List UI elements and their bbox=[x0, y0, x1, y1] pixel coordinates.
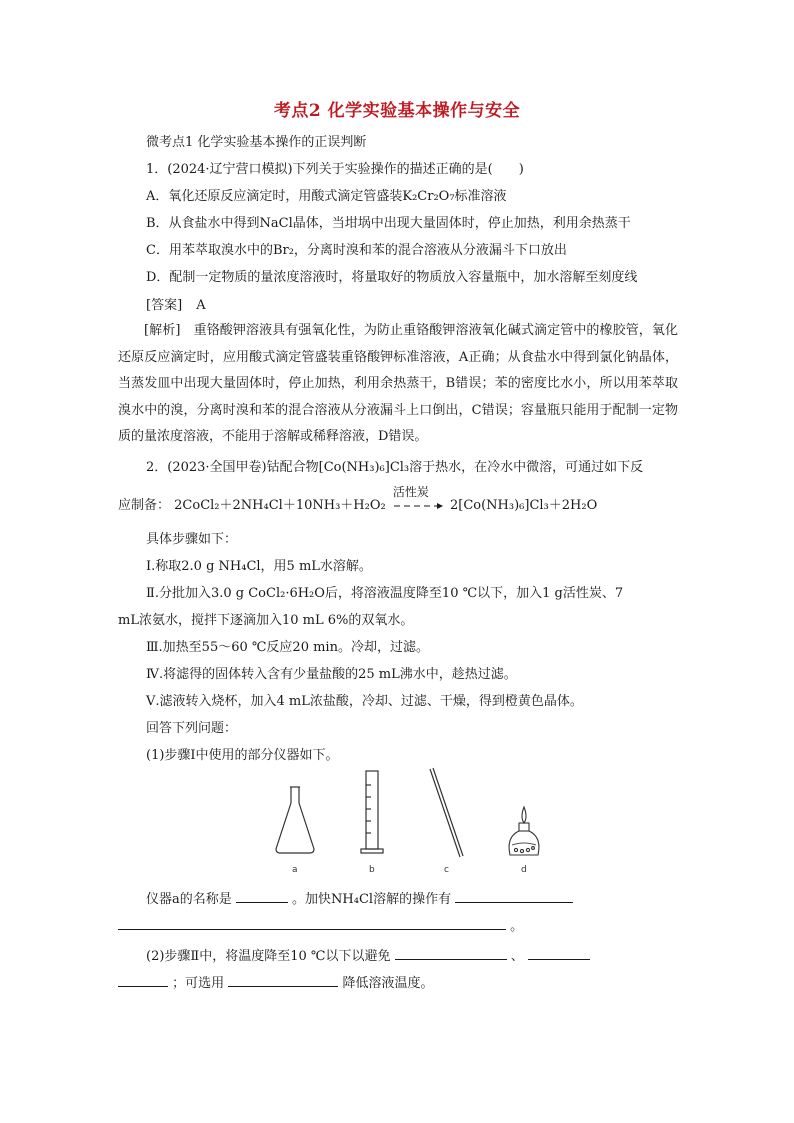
subtopic-heading: 微考点1 化学实验基本操作的正误判断 bbox=[146, 135, 367, 150]
catalyst-label: 活性炭 bbox=[392, 485, 429, 499]
answer-label: [答案] bbox=[146, 298, 183, 313]
q1-option-d: D．配制一定物质的量浓度溶液时，将量取好的物质放入容量瓶中，加水溶解至刻度线 bbox=[146, 270, 638, 285]
subquestion-1: (1)步骤Ⅰ中使用的部分仪器如下。 bbox=[146, 748, 339, 763]
figure-label-b: b bbox=[369, 865, 375, 875]
step-2-line1: Ⅱ.分批加入3.0 g CoCl₂·6H₂O后，将溶液温度降至10 ℃以下，加入1 g活性炭、7 bbox=[146, 586, 624, 601]
equation-products: 2[Co(NH₃)₆]Cl₃＋2H₂O bbox=[449, 498, 598, 513]
subquestion-2-cont bbox=[118, 972, 433, 994]
step-3: Ⅲ.加热至55～60 ℃反应20 min。冷却，过滤。 bbox=[146, 640, 429, 655]
section-title: 考点2 化学实验基本操作与安全 bbox=[273, 101, 521, 121]
step-1: Ⅰ.称取2.0 g NH₄Cl，用5 mL水溶解。 bbox=[146, 559, 372, 574]
subquestion-1-blanks bbox=[146, 888, 573, 910]
q1-option-b: B．从食盐水中得到NaCl晶体，当坩埚中出现大量固体时，停止加热，利用余热蒸干 bbox=[146, 216, 631, 231]
figure-label-d: d bbox=[521, 865, 527, 875]
step-5: Ⅴ.滤液转入烧杯，加入4 mL浓盐酸，冷却、过滤、干燥，得到橙黄色晶体。 bbox=[146, 694, 583, 709]
answer-blank-dissolve-method[interactable] bbox=[455, 888, 573, 903]
q1-option-a: A．氧化还原反应滴定时，用酸式滴定管盛装K₂Cr₂O₇标准溶液 bbox=[146, 189, 507, 204]
alcohol-lamp-icon bbox=[509, 807, 539, 855]
fill-1-end: 。 bbox=[510, 919, 524, 934]
figure-label-c: c bbox=[444, 865, 449, 875]
answer-blank-avoid-1[interactable] bbox=[395, 945, 507, 960]
graduated-cylinder-icon bbox=[361, 771, 383, 853]
figure-label-a: a bbox=[292, 865, 298, 875]
glass-rod-icon bbox=[430, 768, 463, 857]
q1-analysis: [解析] 重铬酸钾溶液具有强氧化性，为防止重铬酸钾溶液氧化碱式滴定管中的橡胶管，氧化还原反应滴定时，应用酸式滴定管盛装重铬酸钾标准溶液，A正确；从食盐水中得到氯化钠晶体，当蒸发皿中出现大量固体时，停止加热，利用余热蒸干，B错误；苯的密度比水小，所以用苯萃取溴水中的溴，分离时溴和苯的混合溶液从分液漏斗上口倒出，C错误；容量瓶只能用于配制一定物质的量浓度溶液，不能用于溶解或稀释溶液，D错误。 bbox=[118, 323, 678, 444]
q2-stem: 2．(2023·全国甲卷)钴配合物[Co(NH₃)₆]Cl₃溶于热水，在冷水中微溶，可通过如下反 bbox=[146, 460, 644, 475]
fill-1-prompt-b: 。加快NH₄Cl溶解的操作有 bbox=[292, 892, 452, 907]
q2-equation-row bbox=[118, 485, 598, 516]
answer-blank-avoid-2[interactable] bbox=[528, 945, 590, 960]
answer-blank-avoid-2-cont[interactable] bbox=[118, 972, 168, 987]
step-4: Ⅳ.将滤得的固体转入含有少量盐酸的25 mL沸水中，趁热过滤。 bbox=[146, 667, 517, 682]
sub2-prompt-b: ；可选用 bbox=[172, 976, 225, 991]
answer-intro: 回答下列问题： bbox=[146, 721, 238, 736]
subquestion-1-blank-cont bbox=[118, 915, 523, 937]
answer-blank-cooling-method[interactable] bbox=[228, 972, 338, 987]
q1-option-c: C．用苯萃取溴水中的Br₂，分离时溴和苯的混合溶液从分液漏斗下口放出 bbox=[146, 243, 567, 258]
fill-1-prompt-a: 仪器a的名称是 bbox=[146, 892, 232, 907]
reaction-arrow bbox=[392, 485, 443, 516]
q1-answer bbox=[146, 296, 206, 316]
step-2-line2: mL浓氨水，搅拌下逐滴加入10 mL 6%的双氧水。 bbox=[118, 613, 414, 628]
instrument-drawings bbox=[270, 765, 560, 865]
answer-blank-dissolve-method-cont[interactable] bbox=[118, 915, 506, 930]
instrument-figure bbox=[270, 765, 560, 877]
equation-reactants: 2CoCl₂＋2NH₄Cl＋10NH₃＋H₂O₂ bbox=[174, 498, 386, 513]
sub2-prompt-c: 降低溶液温度。 bbox=[342, 976, 434, 991]
sub2-separator: 、 bbox=[510, 949, 524, 964]
answer-blank-instrument-name[interactable] bbox=[236, 888, 288, 903]
subquestion-2 bbox=[146, 945, 590, 967]
conical-flask-icon bbox=[276, 787, 314, 853]
answer-value: A bbox=[196, 298, 206, 313]
q1-stem: 1．(2024·辽宁营口模拟)下列关于实验操作的描述正确的是( ) bbox=[146, 162, 524, 177]
steps-intro: 具体步骤如下： bbox=[146, 532, 238, 547]
sub2-prompt-a: (2)步骤Ⅱ中，将温度降至10 ℃以下以避免 bbox=[146, 949, 391, 964]
prep-label: 应制备： bbox=[118, 498, 171, 513]
